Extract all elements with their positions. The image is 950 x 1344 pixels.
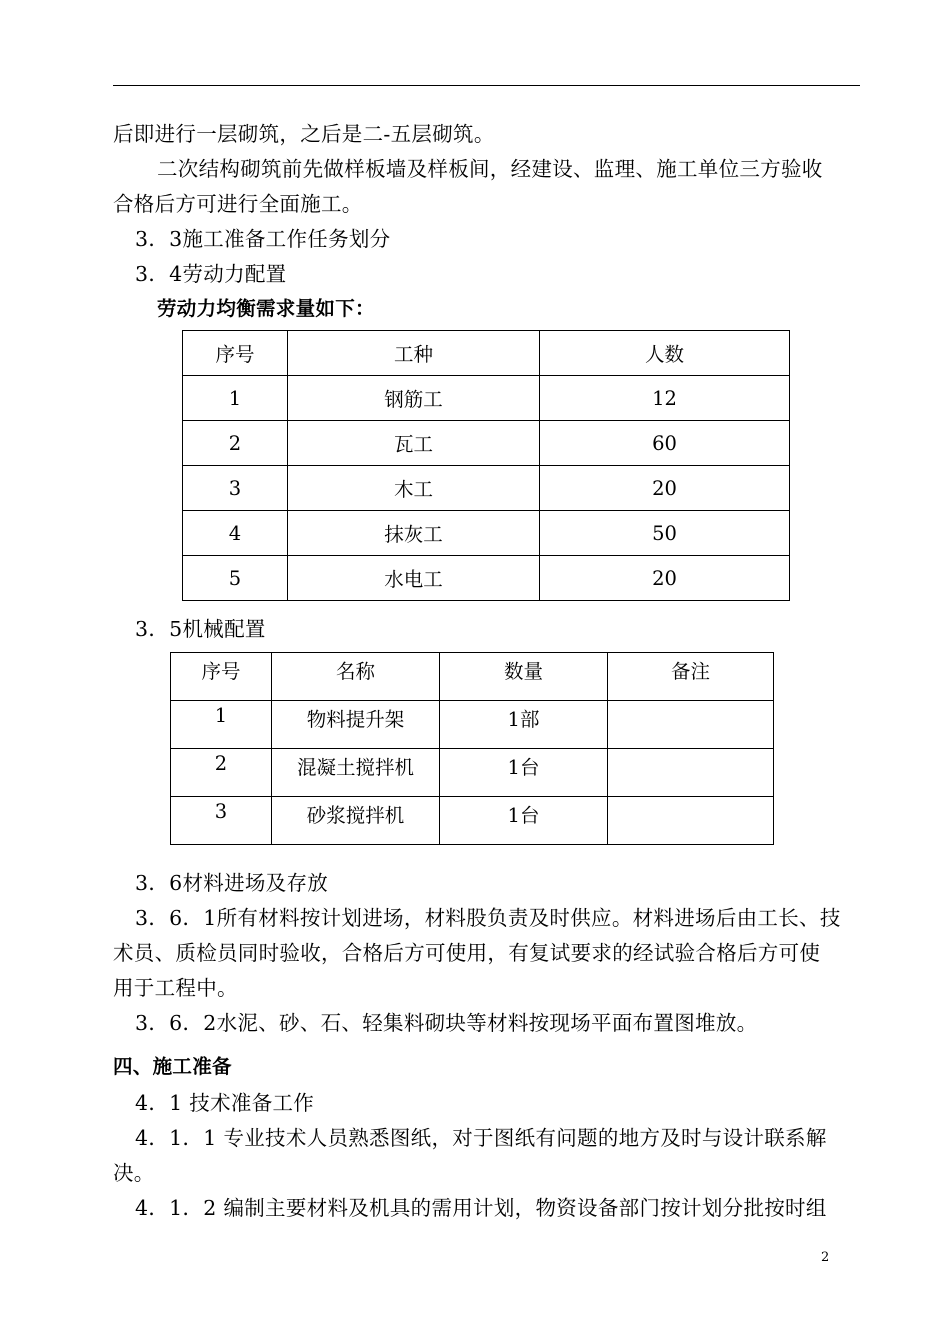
table-cell: 60 xyxy=(540,421,790,466)
table-cell: 4 xyxy=(183,511,288,556)
table-caption: 劳动力均衡需求量如下： xyxy=(157,297,375,320)
table-cell: 物料提升架 xyxy=(272,701,440,749)
paragraph-line: 用于工程中。 xyxy=(113,976,238,1000)
table-cell: 1台 xyxy=(440,797,608,845)
table-header-row xyxy=(171,653,774,701)
labor-table xyxy=(182,330,790,601)
header-cell: 数量 xyxy=(440,653,608,701)
header-cell: 名称 xyxy=(272,653,440,701)
table-cell: 砂浆搅拌机 xyxy=(272,797,440,845)
table-row xyxy=(171,797,774,845)
table-cell: 12 xyxy=(540,376,790,421)
table-cell: 瓦工 xyxy=(288,421,540,466)
paragraph-line: 后即进行一层砌筑，之后是二-五层砌筑。 xyxy=(113,122,495,146)
header-cell: 工种 xyxy=(288,331,540,376)
table-cell: 木工 xyxy=(288,466,540,511)
table-cell xyxy=(608,749,774,797)
paragraph-line: 决。 xyxy=(113,1161,155,1185)
table-header-row xyxy=(183,331,790,376)
table-cell: 3 xyxy=(183,466,288,511)
page-number: 2 xyxy=(821,1250,830,1265)
table-cell: 1 xyxy=(171,701,272,749)
table-cell: 混凝土搅拌机 xyxy=(272,749,440,797)
table-cell: 3 xyxy=(171,797,272,845)
chapter-heading: 四、施工准备 xyxy=(113,1055,232,1078)
table-cell: 2 xyxy=(183,421,288,466)
paragraph-line: 3．6．2水泥、砂、石、轻集料砌块等材料按现场平面布置图堆放。 xyxy=(135,1011,758,1035)
paragraph-line: 4．1．1 专业技术人员熟悉图纸，对于图纸有问题的地方及时与设计联系解 xyxy=(135,1126,827,1150)
header-cell: 人数 xyxy=(540,331,790,376)
paragraph-line: 合格后方可进行全面施工。 xyxy=(113,192,363,216)
section-heading: 3．5机械配置 xyxy=(135,617,266,641)
table-cell: 5 xyxy=(183,556,288,601)
header-rule xyxy=(113,85,860,86)
table-cell: 钢筋工 xyxy=(288,376,540,421)
header-cell: 备注 xyxy=(608,653,774,701)
table-row xyxy=(183,421,790,466)
table-cell xyxy=(608,797,774,845)
section-heading: 3．6材料进场及存放 xyxy=(135,871,329,895)
table-row xyxy=(171,749,774,797)
paragraph-line: 4．1．2 编制主要材料及机具的需用计划，物资设备部门按计划分批按时组 xyxy=(135,1196,827,1220)
table-cell: 50 xyxy=(540,511,790,556)
table-cell: 1部 xyxy=(440,701,608,749)
table-row xyxy=(183,466,790,511)
section-heading: 4．1 技术准备工作 xyxy=(135,1091,315,1115)
table-cell xyxy=(608,701,774,749)
table-row xyxy=(183,376,790,421)
machine-table xyxy=(170,652,774,845)
paragraph-line: 3．6．1所有材料按计划进场，材料股负责及时供应。材料进场后由工长、技 xyxy=(135,906,841,930)
header-cell: 序号 xyxy=(183,331,288,376)
table-row xyxy=(183,511,790,556)
table-cell: 20 xyxy=(540,466,790,511)
section-heading: 3．4劳动力配置 xyxy=(135,262,287,286)
table-cell: 1 xyxy=(183,376,288,421)
table-row xyxy=(171,701,774,749)
table-cell: 1台 xyxy=(440,749,608,797)
paragraph-line: 二次结构砌筑前先做样板墙及样板间，经建设、监理、施工单位三方验收 xyxy=(157,157,823,181)
table-cell: 20 xyxy=(540,556,790,601)
table-cell: 2 xyxy=(171,749,272,797)
section-heading: 3．3施工准备工作任务划分 xyxy=(135,227,391,251)
header-cell: 序号 xyxy=(171,653,272,701)
paragraph-line: 术员、质检员同时验收，合格后方可使用，有复试要求的经试验合格后方可使 xyxy=(113,941,821,965)
table-row xyxy=(183,556,790,601)
table-cell: 抹灰工 xyxy=(288,511,540,556)
table-cell: 水电工 xyxy=(288,556,540,601)
